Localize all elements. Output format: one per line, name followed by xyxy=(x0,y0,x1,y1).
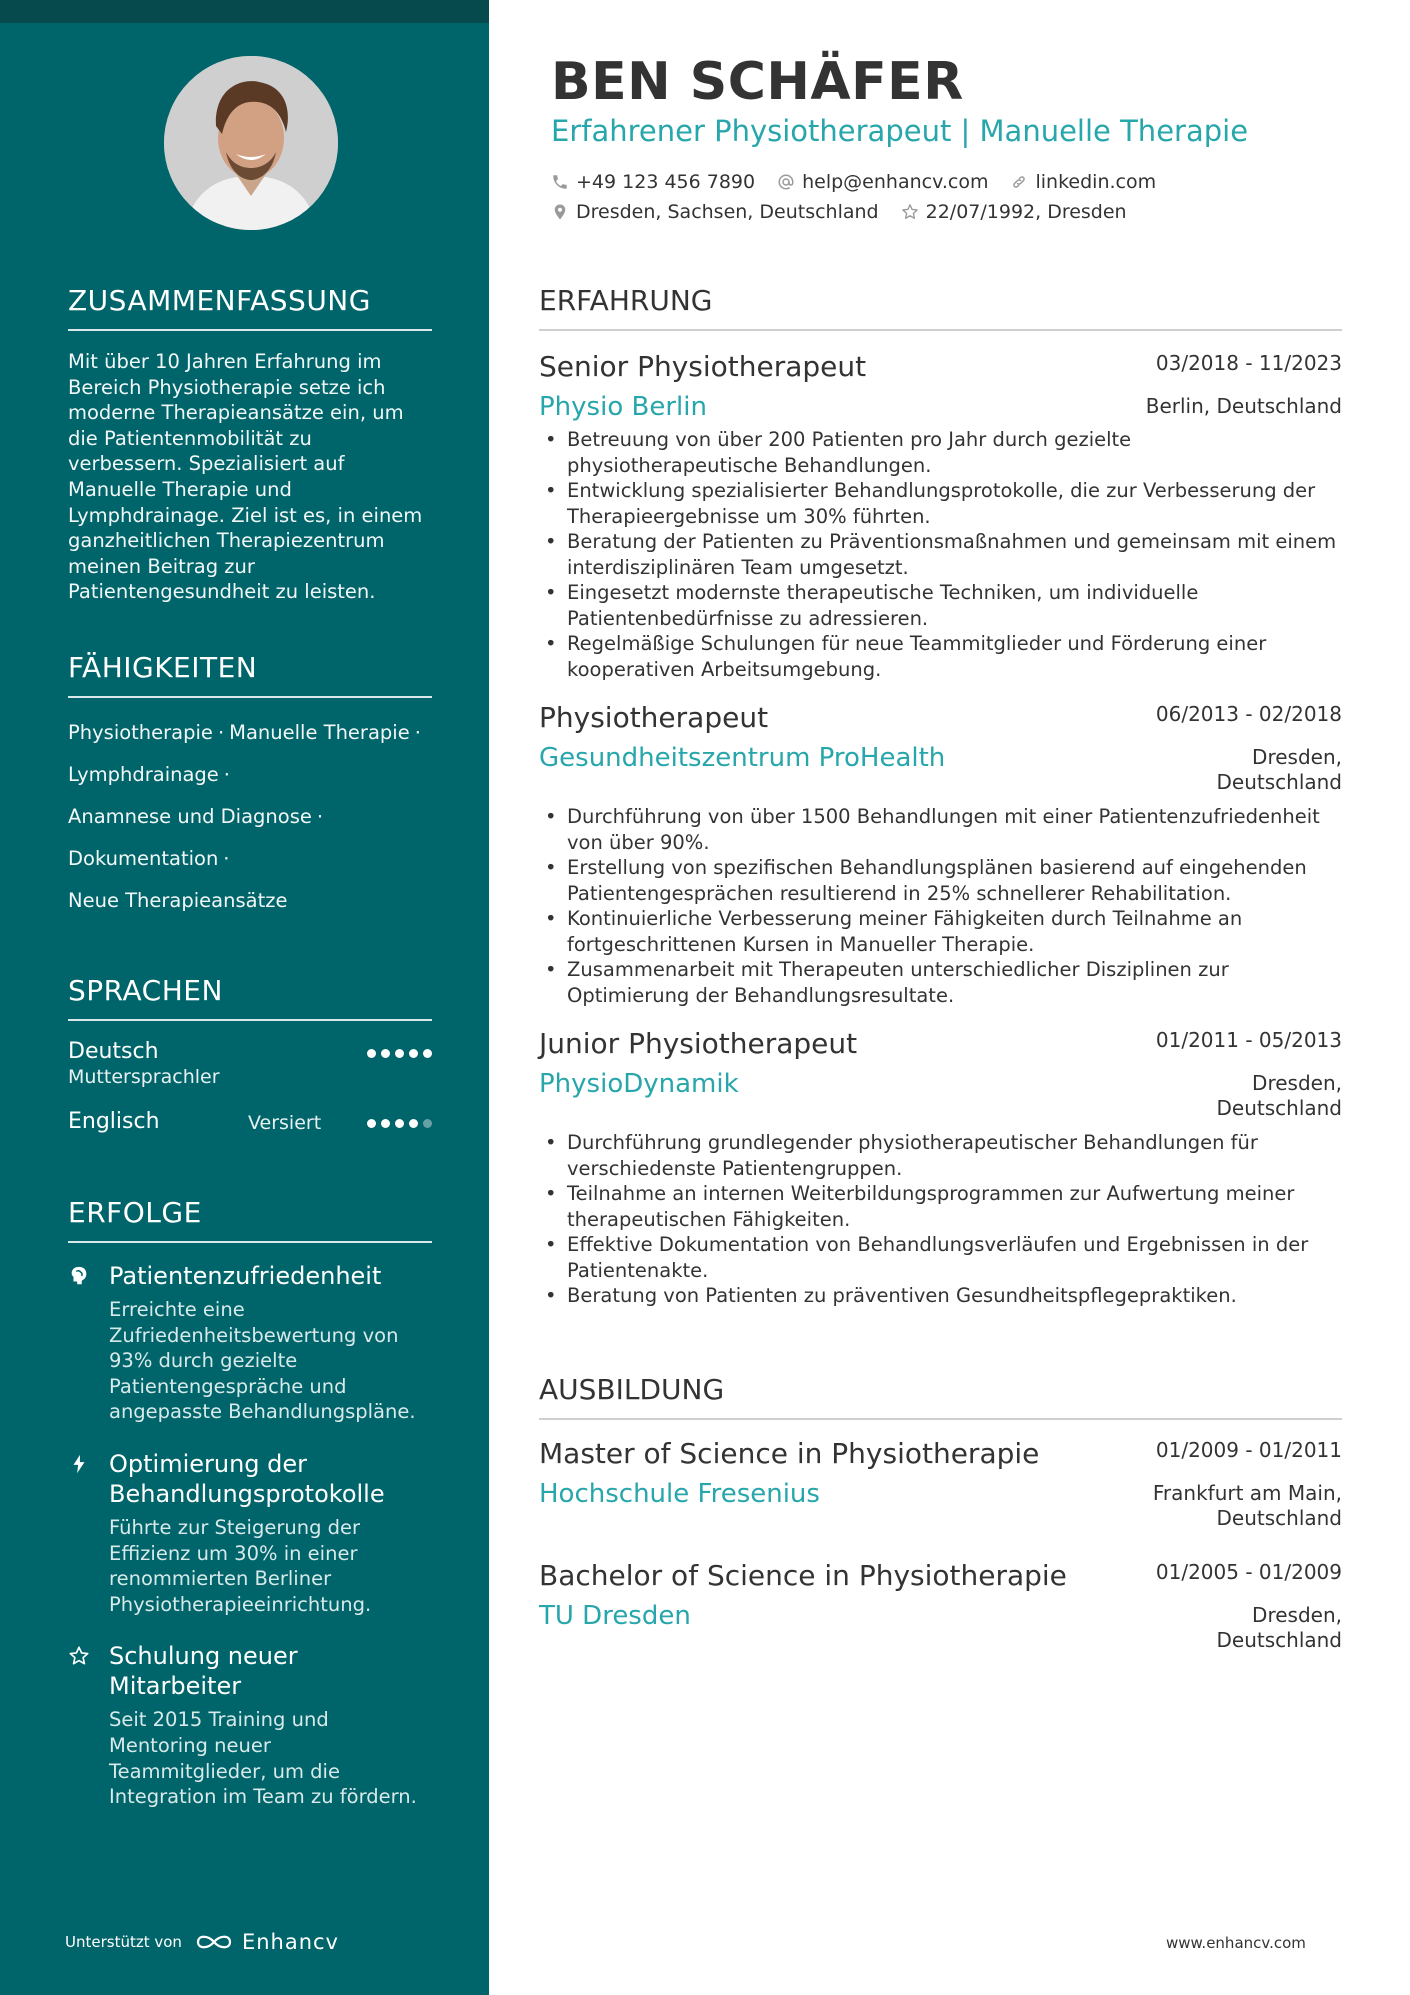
birth-contact xyxy=(901,201,1127,223)
experience-entry xyxy=(539,1026,1342,1309)
list-item: • Entwicklung spezialisierter Behandlungsprotokolle, die zur Verbesserung der Therapieergebnisse um 30% führten. xyxy=(539,478,1342,529)
school-name: Hochschule Fresenius xyxy=(539,1479,820,1509)
skill-separator: · xyxy=(223,763,230,786)
degree-title: Master of Science in Physiotherapie xyxy=(539,1437,1040,1470)
rating-dot xyxy=(423,1119,432,1128)
job-role: Junior Physiotherapeut xyxy=(539,1027,858,1060)
skill-separator: · xyxy=(414,721,421,744)
skills-heading: FÄHIGKEITEN xyxy=(68,651,432,698)
rating-dot xyxy=(409,1049,418,1058)
job-role: Senior Physiotherapeut xyxy=(539,350,867,383)
experience-heading: ERFAHRUNG xyxy=(539,284,1342,331)
language-level: Versiert xyxy=(248,1112,322,1134)
sidebar xyxy=(0,0,489,1995)
language-rating xyxy=(367,1049,432,1058)
skill-separator: · xyxy=(316,805,324,828)
job-date: 06/2013 - 02/2018 xyxy=(1155,702,1342,726)
list-item: • Erstellung von spezifischen Behandlungsplänen basierend auf eingehenden Patientengesprächen resultierend in 25% schnellerer Rehabilitation. xyxy=(539,855,1342,906)
skills-section xyxy=(68,651,432,922)
contact-row-1 xyxy=(551,171,1156,193)
infinity-icon xyxy=(192,1930,236,1954)
achievement-title: Schulung neuer Mitarbeiter xyxy=(109,1642,298,1701)
degree-title: Bachelor of Science in Physiotherapie xyxy=(539,1559,1067,1592)
contact-row-2 xyxy=(551,201,1127,223)
rating-dot xyxy=(409,1119,418,1128)
phone-text: +49 123 456 7890 xyxy=(576,171,756,193)
powered-by xyxy=(65,1930,339,1954)
job-bullets xyxy=(539,1130,1342,1309)
skill-item: Physiotherapie xyxy=(68,721,213,744)
list-item: • Kontinuierliche Verbesserung meiner Fähigkeiten durch Teilnahme an fortgeschrittenen Kursen in Manueller Therapie. xyxy=(539,906,1342,957)
achievement-description: Erreichte eine Zufriedenheitsbewertung von 93% durch gezielte Patientengespräche und angepasste Behandlungspläne. xyxy=(109,1298,416,1424)
rating-dot xyxy=(367,1119,376,1128)
language-item xyxy=(68,1109,432,1163)
rating-dot xyxy=(381,1119,390,1128)
list-item: • Effektive Dokumentation von Behandlungsverläufen und Ergebnissen in der Patientenakte. xyxy=(539,1232,1342,1283)
experience-entry xyxy=(539,349,1342,682)
language-level: Muttersprachler xyxy=(68,1066,220,1088)
candidate-title: Erfahrener Physiotherapeut | Manuelle Therapie xyxy=(551,114,1249,148)
enhancv-logo[interactable] xyxy=(192,1930,339,1954)
achievements-heading: ERFOLGE xyxy=(68,1196,432,1243)
link-icon xyxy=(1010,173,1028,191)
job-company: Gesundheitszentrum ProHealth xyxy=(539,743,946,773)
language-rating xyxy=(367,1119,432,1128)
list-item: • Teilnahme an internen Weiterbildungsprogrammen zur Aufwertung meiner therapeutischen Fähigkeiten. xyxy=(539,1181,1342,1232)
education-heading: AUSBILDUNG xyxy=(539,1373,1342,1420)
job-company: PhysioDynamik xyxy=(539,1069,739,1099)
experience-section xyxy=(539,284,1342,1309)
phone-icon xyxy=(551,173,569,191)
phone-contact[interactable] xyxy=(551,171,755,193)
brain-icon xyxy=(68,1265,90,1287)
skill-separator: · xyxy=(217,721,225,744)
avatar xyxy=(164,56,338,230)
job-location: Dresden, Deutschland xyxy=(1216,745,1342,794)
job-location: Dresden, Deutschland xyxy=(1216,1071,1342,1120)
achievement-item xyxy=(68,1641,432,1809)
rating-dot xyxy=(381,1049,390,1058)
languages-section xyxy=(68,974,432,1163)
achievements-section xyxy=(68,1196,432,1810)
summary-section xyxy=(68,284,432,605)
language-name: Englisch xyxy=(68,1109,160,1134)
email-text: help@enhancv.com xyxy=(802,171,989,193)
skill-item: Anamnese und Diagnose xyxy=(68,805,312,828)
location-text: Dresden, Sachsen, Deutschland xyxy=(576,201,879,223)
rating-dot xyxy=(367,1049,376,1058)
list-item: • Regelmäßige Schulungen für neue Teammitglieder und Förderung einer kooperativen Arbeitsumgebung. xyxy=(539,631,1342,682)
summary-heading: ZUSAMMENFASSUNG xyxy=(68,284,432,331)
sidebar-top-bar xyxy=(0,0,489,23)
education-entry xyxy=(539,1558,1342,1664)
website-contact[interactable] xyxy=(1010,171,1156,193)
achievement-title: Patientenzufriedenheit xyxy=(109,1262,382,1290)
education-date: 01/2009 - 01/2011 xyxy=(1155,1438,1342,1462)
school-name: TU Dresden xyxy=(539,1601,691,1631)
achievement-description: Führte zur Steigerung der Effizienz um 30% in einer renommierten Berliner Physiotherapieeinrichtung. xyxy=(109,1515,372,1616)
list-item: • Beratung von Patienten zu präventiven Gesundheitspflegepraktiken. xyxy=(539,1283,1342,1309)
birth-text: 22/07/1992, Dresden xyxy=(925,201,1127,223)
experience-entry xyxy=(539,700,1342,1008)
achievement-title: Optimierung der Behandlungsprotokolle xyxy=(109,1449,385,1508)
list-item: • Eingesetzt modernste therapeutische Techniken, um individuelle Patientenbedürfnisse zu adressieren. xyxy=(539,580,1342,631)
skill-item: Lymphdrainage xyxy=(68,763,219,786)
education-location: Dresden, Deutschland xyxy=(1216,1603,1342,1652)
list-item: • Durchführung grundlegender physiotherapeutischer Behandlungen für verschiedenste Patientengruppen. xyxy=(539,1130,1342,1181)
job-date: 01/2011 - 05/2013 xyxy=(1155,1028,1342,1052)
job-date: 03/2018 - 11/2023 xyxy=(1155,351,1342,375)
skill-item: Manuelle Therapie xyxy=(229,721,410,744)
summary-text: Mit über 10 Jahren Erfahrung im Bereich Physiotherapie setze ich moderne Therapieansätze ein, um die Patientenmobilität zu verbessern. Spezialisiert auf Manuelle Therapie und Lymphdrainage. Ziel ist es, in einem ganzheitlichen Therapiezentrum meinen Beitrag zur Patientengesundheit zu leisten. xyxy=(68,350,423,604)
language-name: Deutsch xyxy=(68,1039,159,1064)
education-entry xyxy=(539,1436,1342,1542)
skills-list xyxy=(68,712,432,922)
at-icon xyxy=(777,173,795,191)
brand-name: Enhancv xyxy=(241,1930,339,1954)
achievement-item xyxy=(68,1449,432,1617)
language-item xyxy=(68,1039,432,1093)
job-company: Physio Berlin xyxy=(539,392,707,422)
skill-item: Neue Therapieansätze xyxy=(68,889,288,912)
list-item: • Zusammenarbeit mit Therapeuten unterschiedlicher Disziplinen zur Optimierung der Behandlungsresultate. xyxy=(539,957,1342,1008)
rating-dot xyxy=(423,1049,432,1058)
achievement-description: Seit 2015 Training und Mentoring neuer Teammitglieder, um die Integration im Team zu fördern. xyxy=(109,1708,417,1809)
powered-by-label: Unterstützt von xyxy=(65,1933,182,1951)
languages-heading: SPRACHEN xyxy=(68,974,432,1021)
footer-url[interactable]: www.enhancv.com xyxy=(1166,1934,1306,1952)
skill-item: Dokumentation xyxy=(68,847,219,870)
star-outline-icon xyxy=(901,203,919,221)
job-location: Berlin, Deutschland xyxy=(1145,394,1342,418)
list-item: • Beratung der Patienten zu Präventionsmaßnahmen und gemeinsam mit einem interdisziplinären Team umgesetzt. xyxy=(539,529,1342,580)
education-location: Frankfurt am Main, Deutschland xyxy=(1152,1481,1342,1530)
website-text: linkedin.com xyxy=(1035,171,1157,193)
location-pin-icon xyxy=(551,203,569,221)
location-contact xyxy=(551,201,879,223)
rating-dot xyxy=(395,1049,404,1058)
avatar-illustration xyxy=(164,56,338,230)
achievement-item xyxy=(68,1261,432,1425)
list-item: • Durchführung von über 1500 Behandlungen mit einer Patientenzufriedenheit von über 90%. xyxy=(539,804,1342,855)
candidate-name: BEN SCHÄFER xyxy=(551,52,964,112)
lightning-icon xyxy=(68,1453,90,1475)
job-role: Physiotherapeut xyxy=(539,701,769,734)
education-section xyxy=(539,1373,1342,1664)
rating-dot xyxy=(395,1119,404,1128)
skill-separator: · xyxy=(223,847,230,870)
star-icon xyxy=(68,1645,90,1667)
email-contact[interactable] xyxy=(777,171,988,193)
job-bullets xyxy=(539,427,1342,682)
list-item: • Betreuung von über 200 Patienten pro Jahr durch gezielte physiotherapeutische Behandlungen. xyxy=(539,427,1342,478)
education-date: 01/2005 - 01/2009 xyxy=(1155,1560,1342,1584)
job-bullets xyxy=(539,804,1342,1008)
